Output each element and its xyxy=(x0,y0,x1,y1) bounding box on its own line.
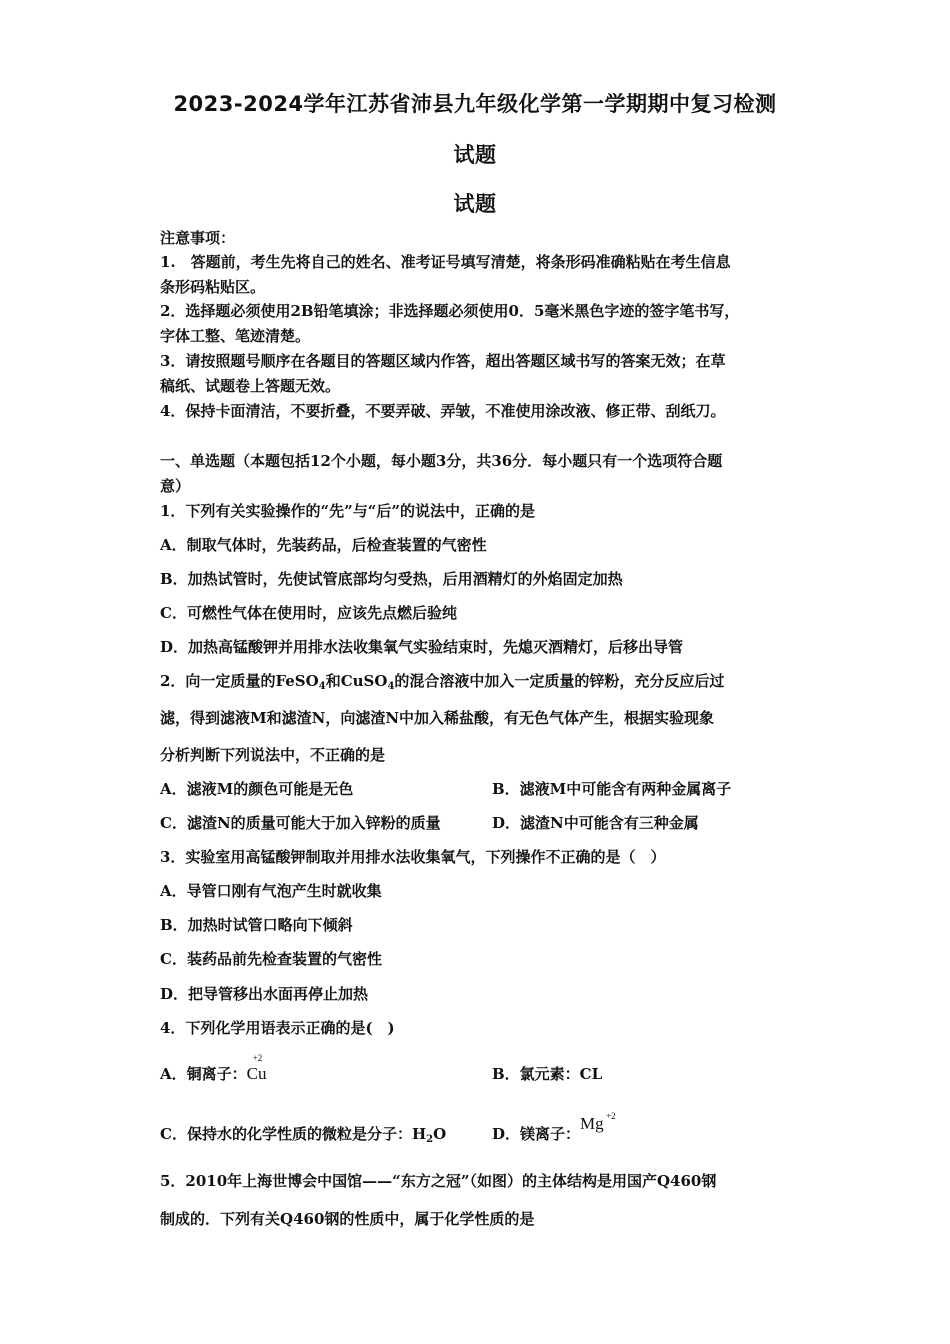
q2-stem-line2: 滤，得到滤液M和滤渣N，向滤渣N中加入稀盐酸，有无色气体产生，根据实验现象 xyxy=(160,709,715,727)
q4-option-b: B．氯元素：CL xyxy=(492,1065,603,1083)
q4-option-a-label: A．铜离子： xyxy=(160,1065,247,1083)
copper-symbol: Cu xyxy=(246,1064,267,1083)
copper-ion-charge: +2 xyxy=(252,1053,263,1063)
q4-option-d-label: D．镁离子： xyxy=(492,1125,581,1143)
q4-option-c xyxy=(160,1124,446,1150)
q2-stem xyxy=(160,671,724,697)
notice-item-1-cont: 条形码粘贴区。 xyxy=(160,278,266,296)
q2-subscript-1: 4 xyxy=(318,681,326,692)
notice-item-3-cont: 稿纸、试题卷上答题无效。 xyxy=(160,377,341,395)
notice-item-4: 4．保持卡面清洁，不要折叠，不要弄破、弄皱，不准使用涂改液、修正带、刮纸刀。 xyxy=(160,402,726,420)
page-subtitle: 试题 xyxy=(453,192,497,216)
section-heading-cont: 意） xyxy=(160,477,191,495)
q1-option-a: A．制取气体时，先装药品，后检查装置的气密性 xyxy=(160,536,487,554)
notice-item-3: 3．请按照题号顺序在各题目的答题区域内作答，超出答题区域书写的答案无效；在草 xyxy=(160,352,726,370)
q3-option-c: C．装药品前先检查装置的气密性 xyxy=(160,950,382,968)
magnesium-ion-charge: +2 xyxy=(606,1111,616,1121)
q2-option-a: A．滤液M的颜色可能是无色 xyxy=(160,780,354,798)
q1-option-b: B．加热试管时，先使试管底部均匀受热，后用酒精灯的外焰固定加热 xyxy=(160,570,623,588)
q2-subscript-2: 4 xyxy=(387,681,395,692)
water-subscript: 2 xyxy=(426,1134,434,1145)
magnesium-symbol: Mg xyxy=(580,1114,604,1133)
q5-stem: 5．2010年上海世博会中国馆——“东方之冠”（如图）的主体结构是用国产Q460钢 xyxy=(160,1172,717,1190)
q4-option-d xyxy=(492,1111,616,1144)
notice-item-2: 2．选择题必须使用2B铅笔填涂；非选择题必须使用0．5毫米黑色字迹的签字笔书写， xyxy=(160,302,740,320)
q2-option-c: C．滤渣N的质量可能大于加入锌粉的质量 xyxy=(160,814,441,832)
page-title-line2: 试题 xyxy=(453,143,497,167)
q5-stem-line2: 制成的．下列有关Q460钢的性质中，属于化学性质的是 xyxy=(160,1210,535,1228)
copper-ion-formula xyxy=(246,1053,267,1084)
q4-option-c-end: O xyxy=(433,1125,447,1143)
q4-option-c-label: C．保持水的化学性质的微粒是分子：H xyxy=(160,1125,427,1143)
q3-option-b: B．加热时试管口略向下倾斜 xyxy=(160,916,353,934)
q2-stem-part3: 的混合溶液中加入一定质量的锌粉，充分反应后过 xyxy=(394,672,725,690)
q1-stem: 1．下列有关实验操作的“先”与“后”的说法中，正确的是 xyxy=(160,502,535,520)
q2-stem-line3: 分析判断下列说法中，不正确的是 xyxy=(160,746,386,764)
q1-option-c: C．可燃性气体在使用时，应该先点燃后验纯 xyxy=(160,604,457,622)
q3-option-d: D．把导管移出水面再停止加热 xyxy=(160,985,369,1003)
q4-stem: 4．下列化学用语表示正确的是( ) xyxy=(160,1019,395,1037)
q2-stem-part2: 和CuSO xyxy=(325,672,388,690)
q4-option-a xyxy=(160,1053,267,1084)
q1-option-d: D．加热高锰酸钾并用排水法收集氧气实验结束时，先熄灭酒精灯，后移出导管 xyxy=(160,638,684,656)
magnesium-ion-formula xyxy=(580,1111,616,1134)
section-heading: 一、单选题（本题包括12个小题，每小题3分，共36分．每小题只有一个选项符合题 xyxy=(160,452,723,470)
q3-stem: 3．实验室用高锰酸钾制取并用排水法收集氧气，下列操作不正确的是（ ） xyxy=(160,848,666,866)
notice-item-1: 1. 答题前，考生先将自己的姓名、准考证号填写清楚，将条形码准确粘贴在考生信息 xyxy=(160,253,731,271)
q2-option-b: B．滤液M中可能含有两种金属离子 xyxy=(492,780,732,798)
notice-heading: 注意事项： xyxy=(160,229,236,247)
q2-option-d: D．滤渣N中可能含有三种金属 xyxy=(492,814,699,832)
q2-stem-part1: 2．向一定质量的FeSO xyxy=(160,672,319,690)
notice-item-2-cont: 字体工整、笔迹清楚。 xyxy=(160,327,311,345)
page-title: 2023-2024学年江苏省沛县九年级化学第一学期期中复习检测 xyxy=(173,92,777,116)
q3-option-a: A．导管口刚有气泡产生时就收集 xyxy=(160,882,382,900)
